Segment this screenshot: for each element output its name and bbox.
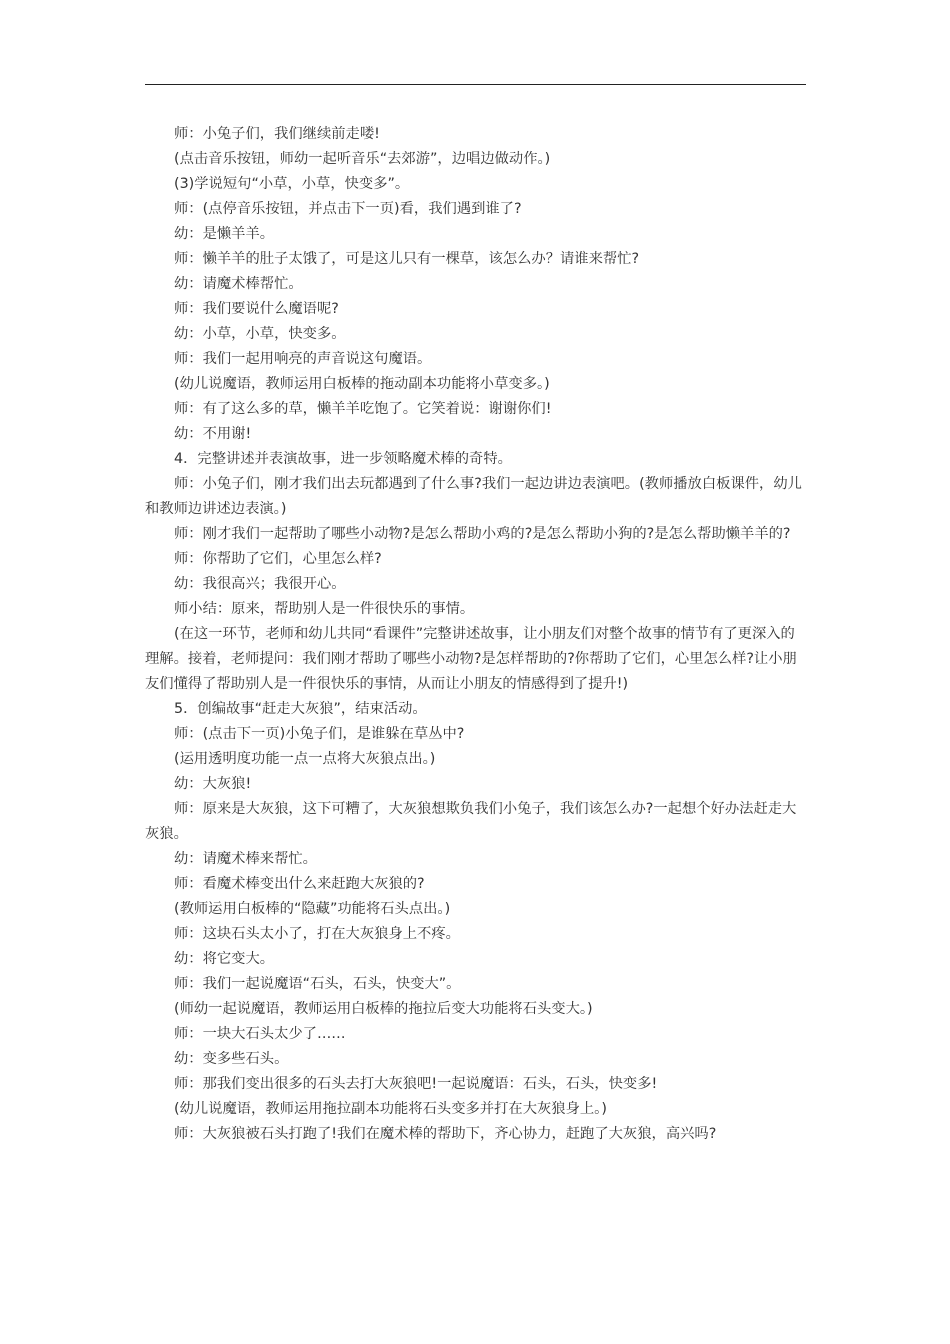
paragraph: 幼：我很高兴；我很开心。 [174, 576, 346, 592]
section-heading: 5．创编故事“赶走大灰狼”，结束活动。 [174, 701, 427, 717]
paragraph: 幼：小草，小草，快变多。 [174, 326, 346, 342]
paragraph: 师：这块石头太小了，打在大灰狼身上不疼。 [174, 926, 460, 942]
paragraph: 师：我们要说什么魔语呢? [174, 301, 339, 317]
paragraph: 幼：大灰狼! [174, 776, 252, 792]
paragraph: 师：小兔子们，我们继续前走喽! [174, 126, 380, 142]
paragraph: 师：刚才我们一起帮助了哪些小动物?是怎么帮助小鸡的?是怎么帮助小狗的?是怎么帮助懒羊羊的? [174, 526, 791, 542]
paragraph: 师：一块大石头太少了…… [174, 1026, 346, 1042]
paragraph: 幼：将它变大。 [174, 951, 275, 967]
paragraph: 师：看魔术棒变出什么来赶跑大灰狼的? [174, 876, 425, 892]
paragraph: 师：(点击下一页)小兔子们，是谁躲在草丛中? [174, 726, 465, 742]
paragraph: 幼：请魔术棒帮忙。 [174, 276, 303, 292]
paragraph: 师：懒羊羊的肚子太饿了，可是这儿只有一棵草，该怎么办？请谁来帮忙? [174, 251, 640, 267]
paragraph: 师：我们一起说魔语“石头，石头，快变大”。 [174, 976, 461, 992]
header-rule [145, 84, 806, 85]
paragraph: (运用透明度功能一点一点将大灰狼点出。) [174, 751, 436, 767]
paragraph: (教师运用白板棒的“隐藏”功能将石头点出。) [174, 901, 451, 917]
paragraph: 幼：变多些石头。 [174, 1051, 289, 1067]
paragraph: (幼儿说魔语，教师运用白板棒的拖动副本功能将小草变多。) [174, 376, 550, 392]
paragraph: 师：那我们变出很多的石头去打大灰狼吧!一起说魔语：石头，石头，快变多! [174, 1076, 658, 1092]
section-heading: 4．完整讲述并表演故事，进一步领略魔术棒的奇特。 [174, 451, 512, 467]
paragraph: 幼：是懒羊羊。 [174, 226, 275, 242]
paragraph: 幼：请魔术棒来帮忙。 [174, 851, 317, 867]
paragraph: (3)学说短句“小草，小草，快变多”。 [174, 176, 410, 192]
paragraph: 师：(点停音乐按钮，并点击下一页)看，我们遇到谁了? [174, 201, 522, 217]
document-body [145, 122, 809, 1147]
paragraph: (在这一环节，老师和幼儿共同“看课件”完整讲述故事，让小朋友们对整个故事的情节有了更深入的理解。接着，老师提问：我们刚才帮助了哪些小动物?是怎样帮助的?你帮助了它们，心里怎么样?让小朋友们懂得了帮助别人是一件很快乐的事情，从而让小朋友的情感得到了提升!) [145, 626, 797, 692]
paragraph: 师：我们一起用响亮的声音说这句魔语。 [174, 351, 432, 367]
paragraph: 师：大灰狼被石头打跑了!我们在魔术棒的帮助下，齐心协力，赶跑了大灰狼，高兴吗? [174, 1126, 717, 1142]
paragraph: 师：你帮助了它们，心里怎么样? [174, 551, 382, 567]
paragraph: (幼儿说魔语，教师运用拖拉副本功能将石头变多并打在大灰狼身上。) [174, 1101, 607, 1117]
paragraph: (点击音乐按钮，师幼一起听音乐“去郊游”，边唱边做动作。) [174, 151, 551, 167]
paragraph: 师：小兔子们，刚才我们出去玩都遇到了什么事?我们一起边讲边表演吧。(教师播放白板课件，幼儿和教师边讲述边表演。) [145, 476, 802, 517]
paragraph: (师幼一起说魔语，教师运用白板棒的拖拉后变大功能将石头变大。) [174, 1001, 593, 1017]
paragraph: 幼：不用谢! [174, 426, 252, 442]
paragraph: 师小结：原来，帮助别人是一件很快乐的事情。 [174, 601, 475, 617]
paragraph: 师：有了这么多的草，懒羊羊吃饱了。它笑着说：谢谢你们! [174, 401, 552, 417]
paragraph: 师：原来是大灰狼，这下可糟了，大灰狼想欺负我们小兔子，我们该怎么办?一起想个好办法赶走大灰狼。 [145, 801, 797, 842]
